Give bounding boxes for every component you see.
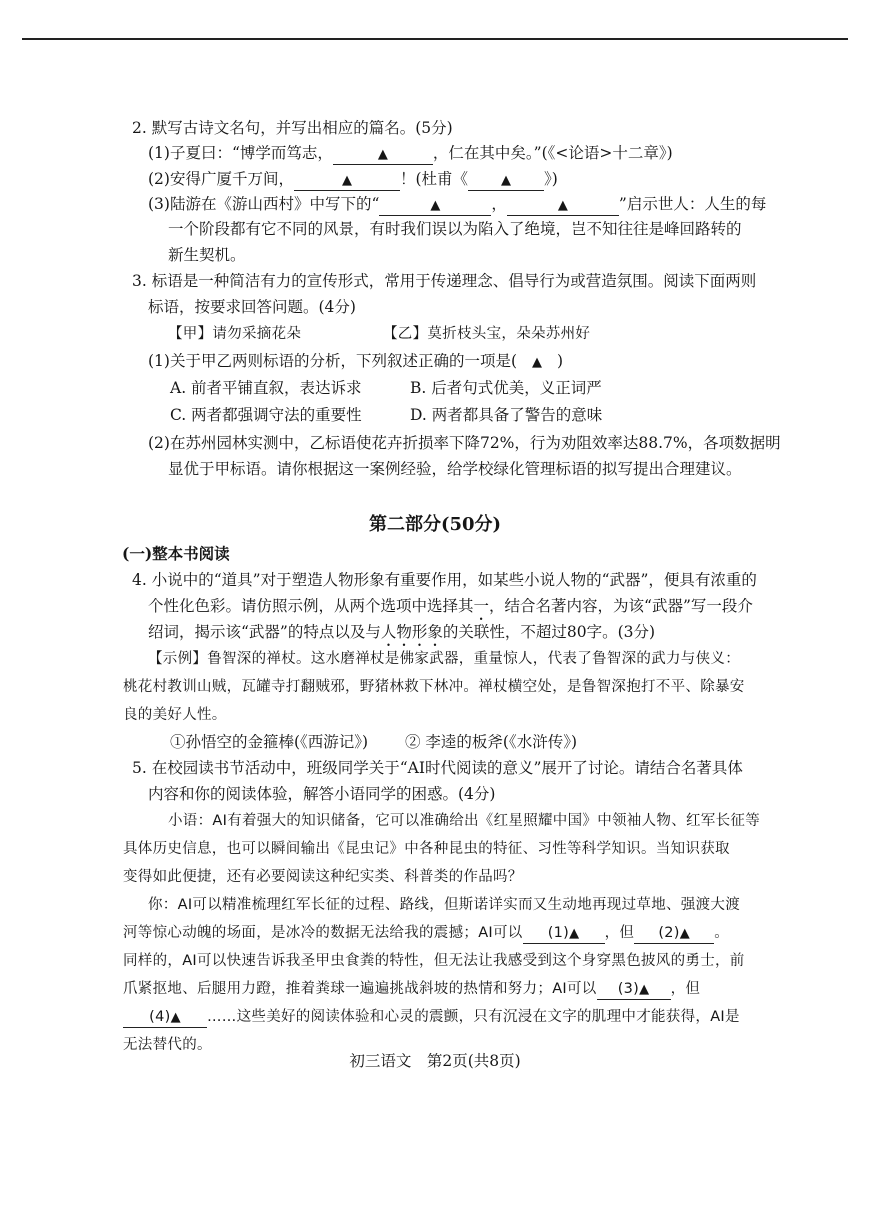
- ni-line2-a: 河等惊心动魄的场面，是冰冷的数据无法给我的震撼；AI可以: [123, 925, 523, 941]
- answer-blank-1[interactable]: [523, 924, 605, 944]
- triangle-icon: ▲: [430, 198, 441, 213]
- blank-number: (1): [547, 925, 570, 941]
- ni-line5: [123, 1006, 740, 1028]
- slogan-jia: 【甲】请勿采摘花朵: [168, 326, 302, 342]
- ni-line3: 同样的，AI可以快速告诉我圣甲虫食粪的特性，但无法让我感受到这个身穿黑色披风的勇士，前: [123, 953, 745, 969]
- q2-sub2: [148, 168, 558, 191]
- q4-stem-line3: [148, 621, 655, 650]
- triangle-icon: ▲: [532, 355, 543, 370]
- answer-blank-4[interactable]: [123, 1008, 207, 1028]
- q3-sub1-end: ): [557, 352, 564, 370]
- q4-stem-line2: [148, 595, 753, 624]
- ni-line4-b: ，但: [670, 981, 701, 997]
- ni-line5-text: ……这些美好的阅读体验和心灵的震颤，只有沉浸在文字的肌理中才能获得，AI是: [207, 1009, 740, 1025]
- ni-line2: [123, 922, 729, 944]
- q2-sub1: [148, 142, 673, 165]
- triangle-icon: ▲: [501, 173, 512, 188]
- header-rule: [22, 38, 848, 40]
- ni-line2-c: 。: [714, 925, 730, 941]
- q2-sub3-line3: 新生契机。: [168, 246, 246, 264]
- ni-line4: [123, 978, 700, 1000]
- q4-stem-line3-b: 的关联性，不超过80字。(3分): [442, 623, 656, 641]
- answer-slot[interactable]: [517, 350, 557, 374]
- triangle-icon: ▲: [557, 198, 568, 213]
- q3-sub1: [148, 350, 563, 374]
- ni-line6: 无法替代的。: [123, 1037, 212, 1053]
- emphasis-text: 一: [473, 597, 490, 615]
- ni-line1: 你：AI可以精准梳理红军长征的过程、路线，但斯诺详实而又生动地再现过草地、强渡大渡: [148, 897, 740, 913]
- q2-sub1-text-b: ，仁在其中矣。”(《<论语>十二章》): [432, 144, 673, 162]
- answer-blank[interactable]: [379, 195, 491, 216]
- section-title: (一)整本书阅读: [122, 544, 230, 563]
- triangle-icon: ▲: [341, 173, 352, 188]
- emphasis-text: 人物形象: [380, 623, 443, 641]
- example-line3: 良的美好人性。: [123, 707, 227, 723]
- answer-blank[interactable]: [333, 144, 433, 165]
- q5-stem-line2: 内容和你的阅读体验，解答小语同学的困惑。(4分): [148, 785, 496, 803]
- q2-sub3: [148, 193, 766, 216]
- q3-sub2-line2: 显优于甲标语。请你根据这一案例经验，给学校绿化管理标语的拟写提出合理建议。: [168, 460, 742, 478]
- blank-number: (4): [149, 1009, 171, 1025]
- triangle-icon: ▲: [377, 147, 388, 162]
- triangle-icon: ▲: [569, 926, 580, 941]
- part-heading: 第二部分(50分): [368, 514, 502, 535]
- q4-stem-line3-a: 绍词，揭示该“武器”的特点以及与: [148, 623, 381, 641]
- triangle-icon: ▲: [170, 1010, 181, 1025]
- q3-sub2-line1: (2)在苏州园林实测中，乙标语使花卉折损率下降72%，行为劝阻效率达88.7%，各项数据明: [148, 434, 781, 452]
- ni-line4-a: 爪紧抠地、后腿用力蹬，推着粪球一遍遍挑战斜坡的热情和努力；AI可以: [123, 981, 597, 997]
- choice-2[interactable]: ② 李逵的板斧(《水浒传》): [405, 733, 578, 751]
- answer-blank-2[interactable]: [634, 924, 714, 944]
- q3-sub1-text: (1)关于甲乙两则标语的分析，下列叙述正确的一项是(: [148, 352, 518, 370]
- xiaoyu-line3: 变得如此便捷，还有必要阅读这种纪实类、科普类的作品吗？: [123, 869, 523, 885]
- slogan-yi: 【乙】莫折枝头宝，朵朵苏州好: [383, 326, 591, 342]
- q4-stem-line2-b: ，结合名著内容，为该“武器”写一段介: [489, 597, 753, 615]
- q2-sub3-text-c: ”启示世人：人生的每: [618, 195, 767, 213]
- q2-sub1-text-a: (1)子夏曰：“博学而笃志，: [148, 144, 333, 162]
- answer-blank[interactable]: [468, 170, 544, 191]
- answer-blank[interactable]: [294, 170, 400, 191]
- xiaoyu-line1: 小语：AI有着强大的知识储备，它可以准确给出《红星照耀中国》中领袖人物、红军长征等: [168, 813, 760, 829]
- choice-1[interactable]: ①孙悟空的金箍棒(《西游记》): [170, 733, 369, 751]
- q2-sub2-text-b: ！(杜甫《: [399, 170, 469, 188]
- q2-sub3-line2: 一个阶段都有它不同的风景，有时我们误以为陷入了绝境，岂不知往往是峰回路转的: [168, 220, 742, 238]
- q2-sub3-text-a: (3)陆游在《游山西村》中写下的“: [148, 195, 380, 213]
- triangle-icon: ▲: [639, 982, 650, 997]
- xiaoyu-line2: 具体历史信息，也可以瞬间输出《昆虫记》中各种昆虫的特征、习性等科学知识。当知识获取: [123, 841, 730, 857]
- triangle-icon: ▲: [679, 926, 691, 941]
- q5-stem-line1: 5. 在校园读书节活动中，班级同学关于“AI时代阅读的意义”展开了讨论。请结合名著具体: [132, 759, 743, 777]
- answer-blank[interactable]: [507, 195, 619, 216]
- example-line1: 【示例】鲁智深的禅杖。这水磨禅杖是佛家武器，重量惊人，代表了鲁智深的武力与侠义：: [148, 651, 740, 667]
- blank-number: (2): [658, 925, 680, 941]
- q4-stem-line1: 4. 小说中的“道具”对于塑造人物形象有重要作用，如某些小说人物的“武器”，便具有浓重的: [132, 571, 757, 589]
- option-b[interactable]: B. 后者句式优美，义正词严: [410, 379, 602, 397]
- q2-sub3-text-b: ，: [491, 195, 507, 213]
- page-footer: 初三语文 第2页(共8页): [349, 1052, 521, 1070]
- option-a[interactable]: A. 前者平铺直叙，表达诉求: [170, 379, 362, 397]
- answer-blank-3[interactable]: [597, 980, 671, 1000]
- q2-sub2-text-c: 》): [544, 170, 558, 188]
- blank-number: (3): [617, 981, 640, 997]
- q3-stem-line2: 标语，按要求回答问题。(4分): [148, 298, 356, 316]
- ni-line2-b: ，但: [604, 925, 635, 941]
- q4-stem-line2-a: 个性化色彩。请仿照示例，从两个选项中选择其: [148, 597, 474, 615]
- q3-stem-line1: 3. 标语是一种简洁有力的宣传形式，常用于传递理念、倡导行为或营造氛围。阅读下面两则: [132, 272, 757, 290]
- option-d[interactable]: D. 两者都具备了警告的意味: [410, 406, 603, 424]
- option-c[interactable]: C. 两者都强调守法的重要性: [170, 406, 362, 424]
- q2-sub2-text-a: (2)安得广厦千万间，: [148, 170, 294, 188]
- example-line2: 桃花村教训山贼，瓦罐寺打翻贼邪，野猪林救下林冲。禅杖横空处，是鲁智深抱打不平、除暴安: [123, 679, 745, 695]
- q2-stem: 2. 默写古诗文名句，并写出相应的篇名。(5分): [132, 119, 453, 137]
